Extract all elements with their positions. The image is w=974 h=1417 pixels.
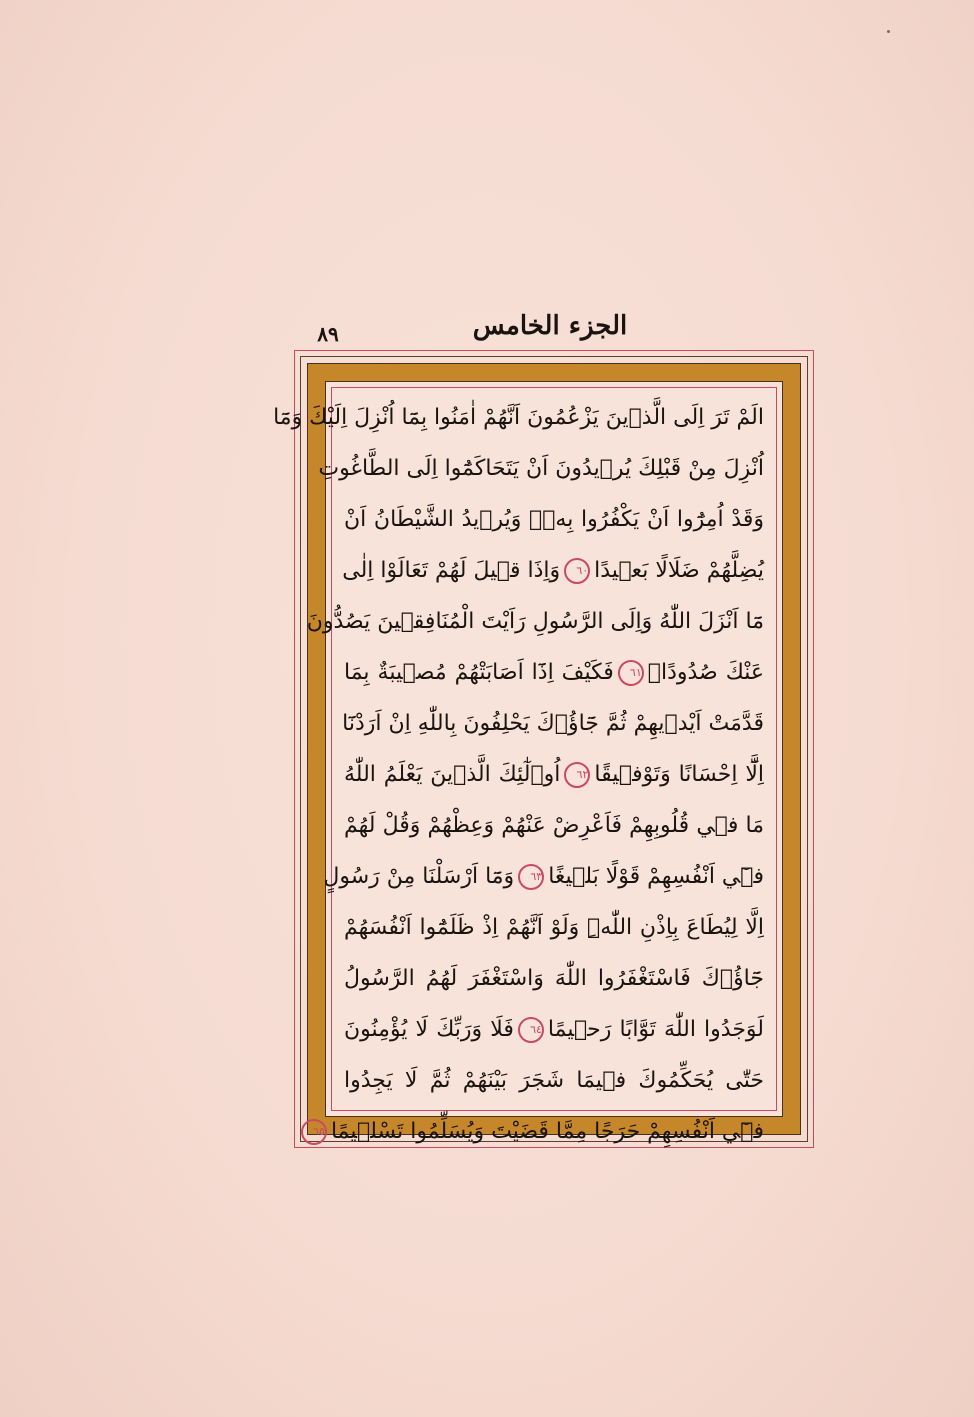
verse-marker-64: ٦٤ bbox=[518, 1017, 544, 1043]
text-line-2 bbox=[318, 443, 764, 494]
line-text: جَٓاؤُ۫كَ فَاسْتَغْفَرُوا اللّٰهَ وَاسْتَغْفَرَ لَهُمُ الرَّسُولُ bbox=[344, 966, 764, 991]
line-text: وَاِذَا ق۪يلَ لَهُمْ تَعَالَوْا اِلٰى bbox=[342, 558, 561, 583]
text-line-5 bbox=[306, 596, 764, 647]
verse-marker-65: ٦٥ bbox=[301, 1119, 327, 1145]
line-text: مَٓا اَنْزَلَ اللّٰهُ وَاِلَى الرَّسُولِ رَاَيْتَ الْمُنَافِق۪ينَ يَصُدُّونَ bbox=[306, 609, 764, 634]
text-line-14 bbox=[344, 1055, 764, 1106]
speck bbox=[887, 30, 890, 33]
line-text: اِلَّا لِيُطَاعَ بِاِذْنِ اللّٰهِۜ وَلَوْ اَنَّهُمْ اِذْ ظَلَمُٓوا اَنْفُسَهُمْ bbox=[344, 915, 764, 940]
page-number: ٨٩ bbox=[317, 322, 339, 346]
text-line-1 bbox=[273, 392, 764, 443]
line-text: قَدَّمَتْ اَيْد۪يهِمْ ثُمَّ جَٓاؤُ۫كَ يَحْلِفُونَ بِاللّٰهِ اِنْ اَرَدْنَٓا bbox=[342, 711, 764, 736]
line-text: لَوَجَدُوا اللّٰهَ تَوَّابًا رَح۪يمًا bbox=[547, 1017, 764, 1042]
text-block bbox=[273, 392, 765, 1144]
line-text: حَتّٰى يُحَكِّمُوكَ ف۪يمَا شَجَرَ بَيْنَهُمْ ثُمَّ لَا يَجِدُوا bbox=[344, 1068, 764, 1093]
line-text: عَنْكَ صُدُودًاۚ bbox=[647, 660, 765, 685]
text-line-9 bbox=[344, 800, 764, 851]
line-text: فَكَيْفَ اِذَٓا اَصَابَتْهُمْ مُص۪يبَةٌ بِمَا bbox=[344, 660, 614, 685]
text-line-12 bbox=[344, 953, 764, 1004]
line-text: مَا ف۪ي قُلُوبِهِمْ فَاَعْرِضْ عَنْهُمْ وَعِظْهُمْ وَقُلْ لَهُمْ bbox=[344, 813, 764, 838]
juz-title: الجزء الخامس bbox=[472, 311, 628, 341]
text-line-7 bbox=[344, 698, 764, 749]
line-text: وَمَٓا اَرْسَلْنَا مِنْ رَسُولٍ bbox=[323, 864, 515, 889]
text-line-15 bbox=[313, 1106, 764, 1157]
verse-marker-63: ٦٣ bbox=[518, 864, 544, 890]
text-line-13 bbox=[344, 1004, 764, 1055]
text-line-6 bbox=[344, 647, 764, 698]
text-line-11 bbox=[344, 902, 764, 953]
verse-marker-60: ٦٠ bbox=[564, 558, 590, 584]
line-text: وَقَدْ اُمِرُٓوا اَنْ يَكْفُرُوا بِه۪ۜ وَيُر۪يدُ الشَّيْطَانُ اَنْ bbox=[344, 507, 764, 532]
verse-marker-62: ٦٢ bbox=[564, 762, 590, 788]
verse-marker-61: ٦١ bbox=[618, 660, 644, 686]
line-text: ف۪ٓي اَنْفُسِهِمْ قَوْلًا بَل۪يغًا bbox=[548, 864, 764, 889]
line-text: ف۪ٓي اَنْفُسِهِمْ حَرَجًا مِمَّا قَضَيْتَ وَيُسَلِّمُوا تَسْل۪يمًا bbox=[330, 1119, 764, 1144]
text-line-8 bbox=[344, 749, 764, 800]
line-text: الَمْ تَرَ اِلَى الَّذ۪ينَ يَزْعُمُونَ اَنَّهُمْ اٰمَنُوا بِمَٓا اُنْزِلَ اِلَيْكَ وَمَٓا bbox=[273, 405, 764, 430]
line-text: اُو۬لٰٓئِكَ الَّذ۪ينَ يَعْلَمُ اللّٰهُ bbox=[344, 762, 561, 787]
line-text: اُنْزِلَ مِنْ قَبْلِكَ يُر۪يدُونَ اَنْ يَتَحَاكَمُٓوا اِلَى الطَّاغُوتِ bbox=[318, 456, 764, 481]
text-line-10 bbox=[323, 851, 764, 902]
text-line-3 bbox=[344, 494, 764, 545]
text-line-4 bbox=[344, 545, 764, 596]
line-text: فَلَا وَرَبِّكَ لَا يُؤْمِنُونَ bbox=[344, 1017, 514, 1042]
line-text: اِلَّٓا اِحْسَانًا وَتَوْف۪يقًا bbox=[594, 762, 764, 787]
line-text: يُضِلَّهُمْ ضَلَالًا بَع۪يدًا bbox=[594, 558, 764, 583]
